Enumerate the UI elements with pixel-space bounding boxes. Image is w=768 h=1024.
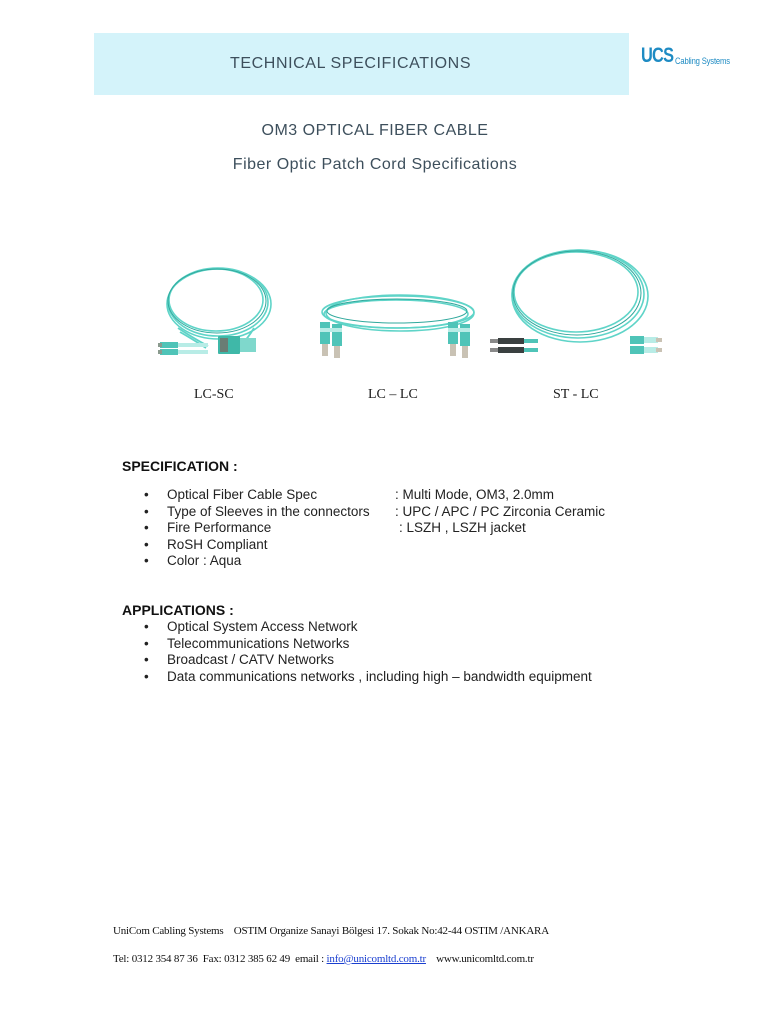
spec-value: : UPC / APC / PC Zirconia Ceramic	[395, 503, 606, 519]
spec-value: : Multi Mode, OM3, 2.0mm	[395, 487, 555, 502]
footer-email-link[interactable]: info@unicomltd.com.tr	[326, 953, 426, 965]
document-title: OM3 OPTICAL FIBER CABLE	[261, 122, 489, 139]
product-label-lc-sc: LC-SC	[194, 387, 234, 402]
header-band	[94, 33, 629, 95]
footer-fax: Fax: 0312 385 62 49	[202, 953, 291, 965]
product-label-lc-lc: LC – LC	[368, 387, 418, 402]
spec-label: RoSH Compliant	[167, 536, 268, 552]
product-label-st-lc: ST - LC	[553, 387, 599, 402]
footer-tel: Tel: 0312 354 87 36	[113, 953, 198, 965]
footer-contact-line	[113, 953, 534, 965]
logo-ucs-text: UCS	[641, 44, 674, 67]
st-lc-patch-cord-image	[490, 244, 664, 362]
application-item: Broadcast / CATV Networks	[167, 652, 335, 667]
lc-lc-patch-cord-image	[316, 286, 478, 362]
footer-address-line	[113, 925, 549, 937]
spec-label: Fire Performance	[167, 520, 272, 535]
document-subtitle: Fiber Optic Patch Cord Specifications	[232, 156, 518, 173]
logo-subtitle: Cabling Systems	[675, 56, 730, 66]
applications-heading: APPLICATIONS :	[122, 602, 234, 618]
footer-company: UniCom Cabling Systems	[113, 925, 224, 937]
bullet-icon: •	[144, 635, 149, 651]
bullet-icon: •	[144, 668, 149, 684]
application-item: Data communications networks , including high – bandwidth equipment	[167, 668, 592, 684]
bullet-icon: •	[144, 553, 149, 568]
footer-address: OSTIM Organize Sanayi Bölgesi 17. Sokak No:42-44 OSTIM /ANKARA	[233, 925, 549, 937]
spec-label: Optical Fiber Cable Spec	[167, 487, 318, 502]
footer-website[interactable]: www.unicomltd.com.tr	[436, 953, 534, 965]
header-title: TECHNICAL SPECIFICATIONS	[230, 55, 472, 72]
company-logo	[641, 44, 733, 72]
bullet-icon: •	[144, 619, 149, 634]
spec-label: Color : Aqua	[167, 553, 242, 568]
bullet-icon: •	[144, 520, 149, 535]
application-item: Telecommunications Networks	[167, 635, 350, 651]
lc-sc-patch-cord-image	[158, 258, 276, 358]
spec-label: Type of Sleeves in the connectors	[167, 503, 370, 519]
bullet-icon: •	[144, 487, 149, 502]
specification-heading: SPECIFICATION :	[122, 458, 238, 474]
bullet-icon: •	[144, 536, 149, 552]
bullet-icon: •	[144, 652, 149, 667]
footer-email-label: email :	[295, 953, 324, 965]
application-item: Optical System Access Network	[167, 619, 358, 634]
spec-value: : LSZH , LSZH jacket	[399, 520, 526, 535]
bullet-icon: •	[144, 503, 149, 519]
